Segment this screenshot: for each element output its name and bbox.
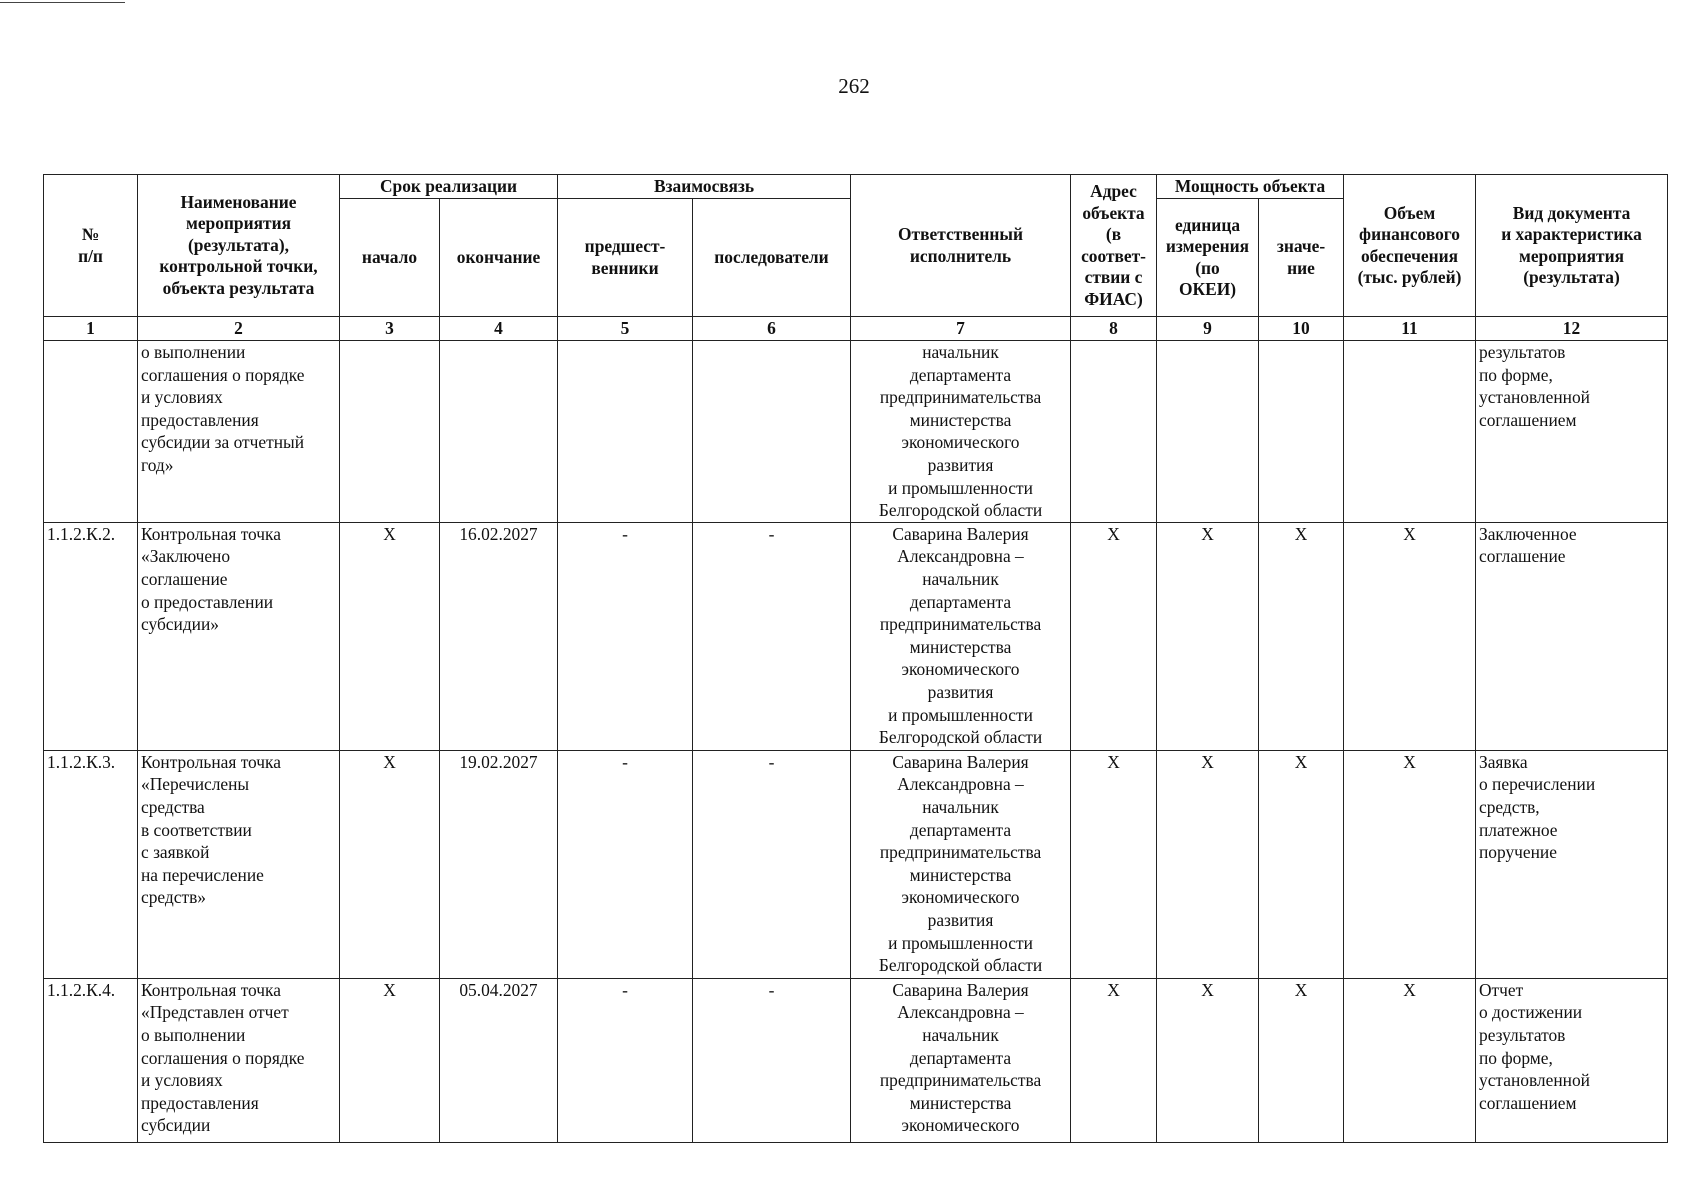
top-edge-rule xyxy=(0,2,125,3)
header-start: начало xyxy=(340,199,440,317)
cell-doc: Отчет о достижении результатов по форме, установленной соглашением xyxy=(1476,978,1668,1142)
column-number: 7 xyxy=(851,317,1071,341)
header-doc: Вид документа и характеристика мероприятия (результата) xyxy=(1476,175,1668,317)
cell-address: Х xyxy=(1071,750,1157,978)
cell-num: 1.1.2.К.3. xyxy=(44,750,138,978)
column-number: 2 xyxy=(138,317,340,341)
column-number: 3 xyxy=(340,317,440,341)
cell-value: Х xyxy=(1259,750,1344,978)
cell-num: 1.1.2.К.2. xyxy=(44,522,138,750)
table-row xyxy=(44,522,1668,750)
cell-successors: - xyxy=(693,750,851,978)
cell-successors xyxy=(693,341,851,523)
cell-address: Х xyxy=(1071,522,1157,750)
cell-predecessors: - xyxy=(558,978,693,1142)
cell-responsible: начальник департамента предпринимательства министерства экономического развития и промышленности Белгородской области xyxy=(851,341,1071,523)
cell-doc: Заключенное соглашение xyxy=(1476,522,1668,750)
cell-successors: - xyxy=(693,522,851,750)
cell-unit xyxy=(1157,341,1259,523)
cell-end xyxy=(440,341,558,523)
cell-start xyxy=(340,341,440,523)
cell-name-text: Контрольная точка «Представлен отчет о выполнении соглашения о порядке и условиях предоставления субсидии xyxy=(141,979,305,1136)
plan-table xyxy=(43,174,1668,1143)
cell-finance: Х xyxy=(1344,522,1476,750)
column-number: 9 xyxy=(1157,317,1259,341)
cell-start: Х xyxy=(340,750,440,978)
cell-name xyxy=(138,978,340,1142)
cell-unit: Х xyxy=(1157,978,1259,1142)
cell-name: Контрольная точка «Заключено соглашение о предоставлении субсидии» xyxy=(138,522,340,750)
column-number: 11 xyxy=(1344,317,1476,341)
header-successors: последователи xyxy=(693,199,851,317)
header-link: Взаимосвязь xyxy=(558,175,851,199)
column-number-row xyxy=(44,317,1668,341)
cell-doc: результатов по форме, установленной соглашением xyxy=(1476,341,1668,523)
header-end: окончание xyxy=(440,199,558,317)
column-number: 4 xyxy=(440,317,558,341)
column-number: 5 xyxy=(558,317,693,341)
cell-name: Контрольная точка «Перечислены средства в соответствии с заявкой на перечисление средств» xyxy=(138,750,340,978)
header-responsible: Ответственный исполнитель xyxy=(851,175,1071,317)
cell-value: Х xyxy=(1259,978,1344,1142)
cell-address: Х xyxy=(1071,978,1157,1142)
cell-responsible-text: Саварина Валерия Александровна – начальник департамента предпринимательства министерства экономического xyxy=(879,979,1042,1136)
table-row xyxy=(44,750,1668,978)
header-num: № п/п xyxy=(44,175,138,317)
cell-end: 05.04.2027 xyxy=(440,978,558,1142)
cell-end: 19.02.2027 xyxy=(440,750,558,978)
cell-responsible: Саварина Валерия Александровна – начальник департамента предпринимательства министерства экономического развития и промышленности Белгородской области xyxy=(851,522,1071,750)
cell-end: 16.02.2027 xyxy=(440,522,558,750)
column-number: 10 xyxy=(1259,317,1344,341)
header-finance: Объем финансового обеспечения (тыс. рублей) xyxy=(1344,175,1476,317)
cell-finance xyxy=(1344,341,1476,523)
header-predecessors: предшест- венники xyxy=(558,199,693,317)
cell-unit: Х xyxy=(1157,750,1259,978)
header-capacity: Мощность объекта xyxy=(1157,175,1344,199)
header-value: значе- ние xyxy=(1259,199,1344,317)
cell-value xyxy=(1259,341,1344,523)
cell-doc: Заявка о перечислении средств, платежное поручение xyxy=(1476,750,1668,978)
column-number: 12 xyxy=(1476,317,1668,341)
cell-num: 1.1.2.К.4. xyxy=(44,978,138,1142)
header-unit: единица измерения (по ОКЕИ) xyxy=(1157,199,1259,317)
cell-successors: - xyxy=(693,978,851,1142)
cell-name: о выполнении соглашения о порядке и условиях предоставления субсидии за отчетный год» xyxy=(138,341,340,523)
table-row xyxy=(44,341,1668,523)
cell-num xyxy=(44,341,138,523)
cell-address xyxy=(1071,341,1157,523)
cell-start: Х xyxy=(340,522,440,750)
cell-responsible xyxy=(851,978,1071,1142)
page-number: 262 xyxy=(838,74,870,98)
column-number: 1 xyxy=(44,317,138,341)
cell-finance: Х xyxy=(1344,978,1476,1142)
column-number: 8 xyxy=(1071,317,1157,341)
column-number: 6 xyxy=(693,317,851,341)
cell-start: Х xyxy=(340,978,440,1142)
cell-responsible: Саварина Валерия Александровна – начальник департамента предпринимательства министерства экономического развития и промышленности Белгородской области xyxy=(851,750,1071,978)
cell-predecessors: - xyxy=(558,522,693,750)
cell-predecessors xyxy=(558,341,693,523)
cell-predecessors: - xyxy=(558,750,693,978)
table-row xyxy=(44,978,1668,1142)
header-address: Адрес объекта (в соответ- ствии с ФИАС) xyxy=(1071,175,1157,317)
table-header xyxy=(44,175,1668,341)
header-name: Наименование мероприятия (результата), контрольной точки, объекта результата xyxy=(138,175,340,317)
cell-finance: Х xyxy=(1344,750,1476,978)
cell-value: Х xyxy=(1259,522,1344,750)
header-period: Срок реализации xyxy=(340,175,558,199)
cell-unit: Х xyxy=(1157,522,1259,750)
